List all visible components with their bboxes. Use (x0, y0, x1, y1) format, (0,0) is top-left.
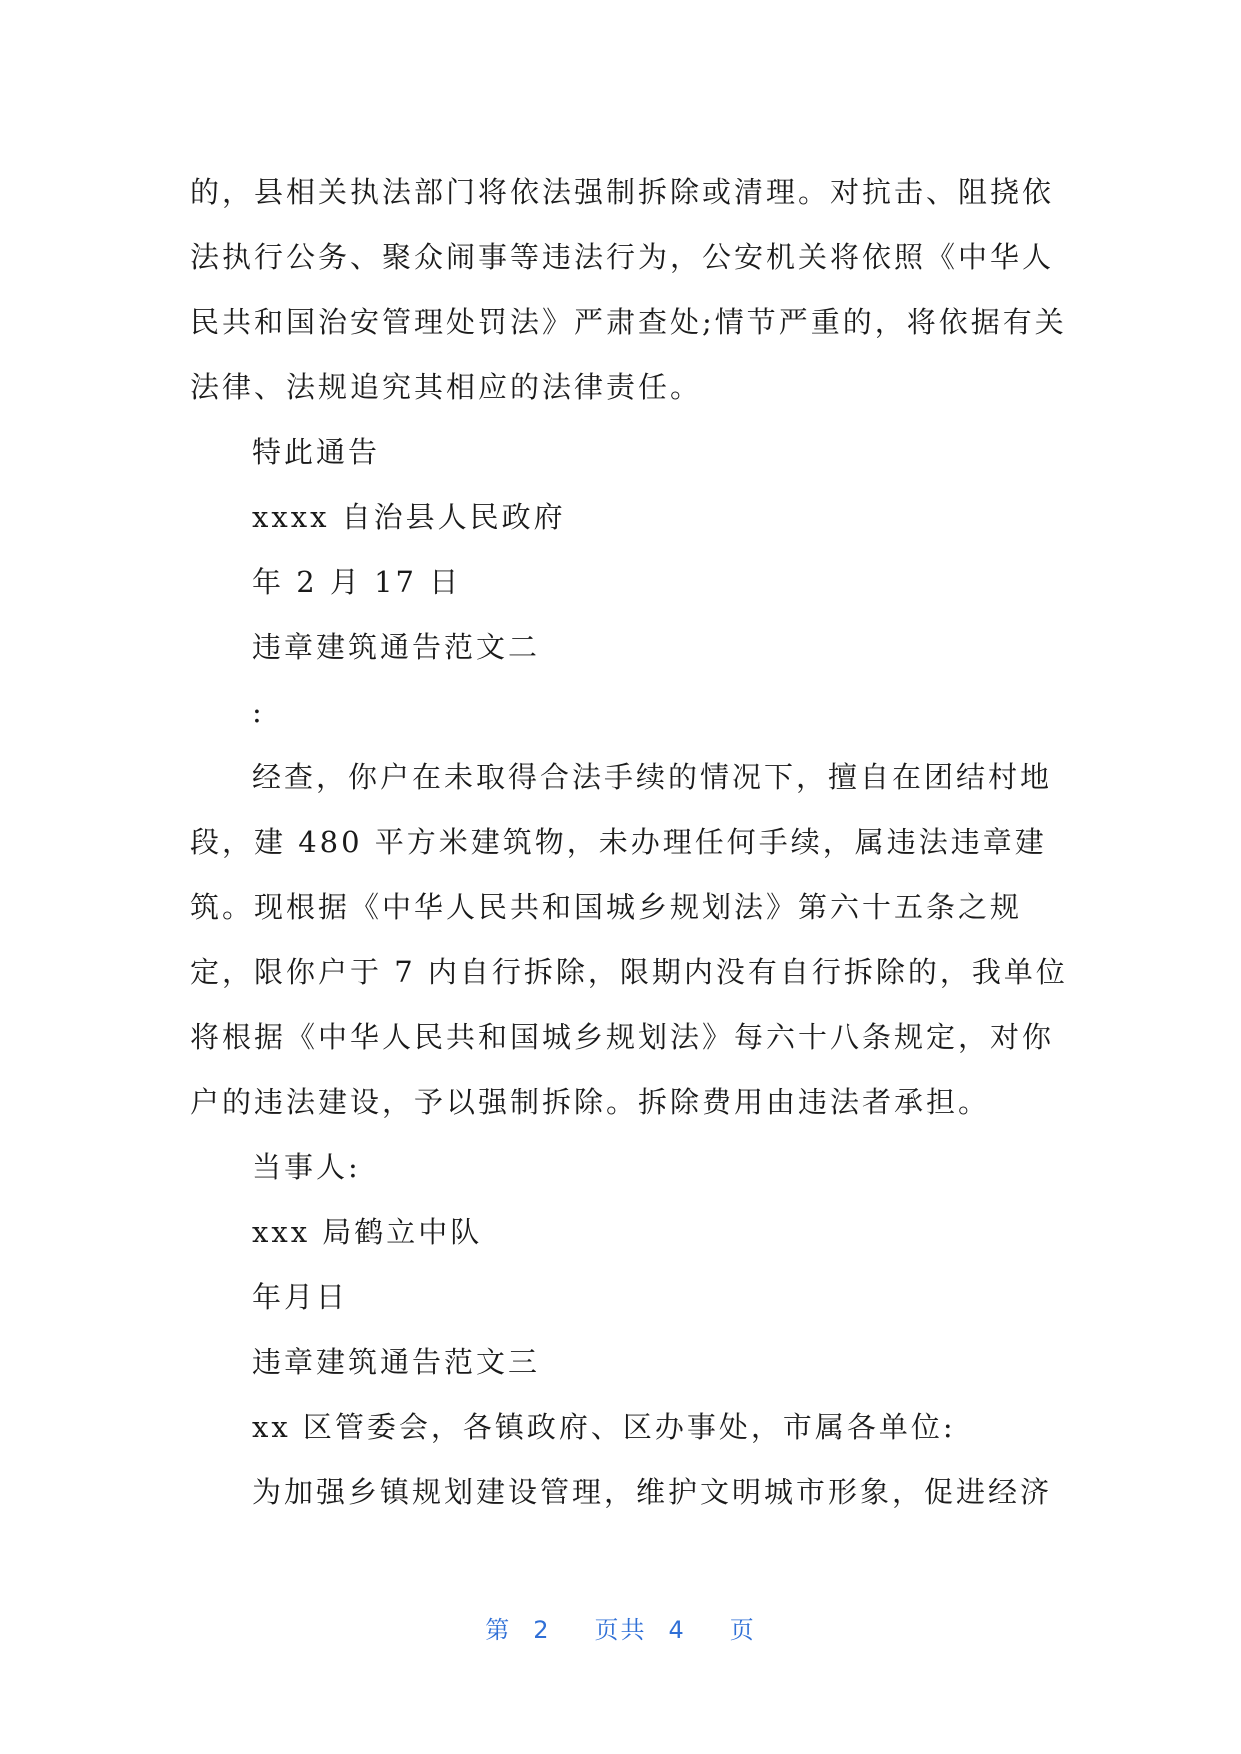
footer-current-page: 2 (533, 1616, 551, 1644)
text-line: 当事人: (252, 1150, 361, 1184)
text-line: 年月日 (252, 1280, 349, 1314)
text-line: 的，县相关执法部门将依法强制拆除或清理。对抗击、阻挠依 (190, 175, 1055, 209)
footer-middle: 页共 (594, 1616, 647, 1644)
text-line: 段，建 480 平方米建筑物，未办理任何手续，属违法违章建 (190, 825, 1047, 859)
text-line: 定，限你户于 7 内自行拆除，限期内没有自行拆除的，我单位 (190, 955, 1068, 989)
text-line: 将根据《中华人民共和国城乡规划法》每六十八条规定，对你 (190, 1020, 1055, 1054)
text-line: 为加强乡镇规划建设管理，维护文明城市形象，促进经济 (252, 1475, 1053, 1509)
text-line: 年 2 月 17 日 (252, 565, 462, 599)
document-body (190, 160, 1068, 1525)
text-line: xxx 局鹤立中队 (252, 1215, 483, 1249)
text-line: 筑。现根据《中华人民共和国城乡规划法》第六十五条之规 (190, 890, 1023, 924)
footer-suffix: 页 (729, 1616, 756, 1644)
text-line: : (252, 695, 265, 729)
text-line: 特此通告 (252, 435, 381, 469)
text-line: 违章建筑通告范文三 (252, 1345, 541, 1379)
footer-prefix: 第 (485, 1616, 512, 1644)
text-line: 经查，你户在未取得合法手续的情况下，擅自在团结村地 (252, 760, 1053, 794)
page-footer (0, 1610, 1241, 1645)
text-line: 违章建筑通告范文二 (252, 630, 541, 664)
text-line: xxxx 自治县人民政府 (252, 500, 566, 534)
text-line: xx 区管委会，各镇政府、区办事处，市属各单位: (252, 1410, 956, 1444)
text-line: 户的违法建设，予以强制拆除。拆除费用由违法者承担。 (190, 1085, 991, 1119)
text-line: 法律、法规追究其相应的法律责任。 (190, 370, 703, 404)
text-line: 民共和国治安管理处罚法》严肃查处;情节严重的，将依据有关 (190, 305, 1067, 339)
footer-total-pages: 4 (668, 1616, 686, 1644)
text-line: 法执行公务、聚众闹事等违法行为，公安机关将依照《中华人 (190, 240, 1055, 274)
